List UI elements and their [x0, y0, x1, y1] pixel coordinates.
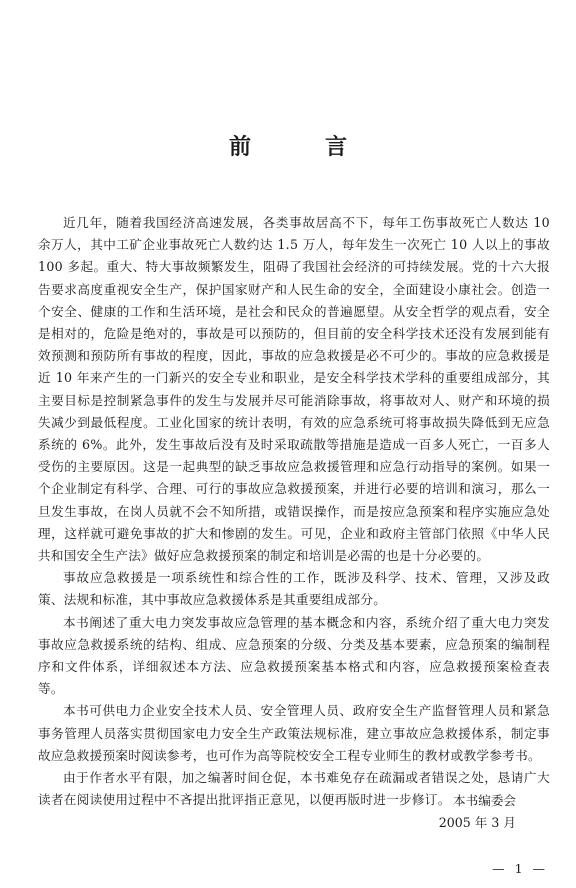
signature-date: 2005 年 3 月	[438, 815, 516, 830]
page-title: 前 言	[228, 135, 373, 160]
signature-author: 本书编委会	[453, 793, 516, 808]
preface-body	[38, 212, 550, 811]
paragraph-4: 本书可供电力企业安全技术人员、安全管理人员、政府安全生产监督管理人员和紧急事务管理人员落实贯彻国家电力安全生产政策法规标准，建立事故应急救援体系，制定事故应急救援预案时阅读参考，也可作为高等院校安全工程专业师生的教材或教学参考书。	[38, 703, 550, 763]
paragraph-3: 本书阐述了重大电力突发事故应急管理的基本概念和内容，系统介绍了重大电力突发事故应急救援系统的结构、组成、应急预案的分级、分类及基本要素，应急预案的编制程序和文件体系，详细叙述本方法、应急救援预案基本格式和内容，应急救援预案检查表等。	[38, 614, 550, 697]
signature-block	[439, 790, 516, 834]
paragraph-1: 近几年，随着我国经济高速发展，各类事故居高不下，每年工伤事故死亡人数达 10 余万人，其中工矿企业事故死亡人数约达 1.5 万人，每年发生一次死亡 10 人以上的事故 100 多起。重大、特大事故频繁发生，阻碍了我国社会经济的可持续发展。党的十六大报告要求高度重视安全生产，保护国家财产和人民生命的安全，全面建设小康社会。创造一个安全、健康的工作和生活环境，是社会和民众的普遍愿望。从安全哲学的观点看，安全是相对的，危险是绝对的，事故是可以预防的，但目前的安全科学技术还没有发展到能有效预测和预防所有事故的程度，因此，事故的应急救援是必不可少的。事故的应急救援是近 10 年来产生的一门新兴的安全专业和职业，是安全科学技术学科的重要组成部分，其主要目标是控制紧急事件的发生与发展并尽可能消除事故，将事故对人、财产和环境的损失减少到最低程度。工业化国家的统计表明，有效的应急系统可将事故损失降低到无应急系统的 6%。此外，发生事故后没有及时采取疏散等措施是造成一百多人死亡，一百多人受伤的主要原因。这是一起典型的缺乏事故应急救援管理和应急行动指导的案例。如果一个企业制定有科学、合理、可行的事故应急救援预案，并进行必要的培训和演习，那么一旦发生事故，在岗人员就不会不知所措，或错误操作，而是按应急预案和程序实施应急处理，这样就可避免事故的扩大和惨剧的发生。可见，企业和政府主管部门依照《中华人民共和国安全生产法》做好应急救援预案的制定和培训是必需的也是十分必要的。	[38, 215, 550, 564]
paragraph-2: 事故应急救援是一项系统性和综合性的工作，既涉及科学、技术、管理，又涉及政策、法规和标准，其中事故应急救援体系是其重要组成部分。	[38, 570, 550, 608]
page-number: — 1 —	[492, 861, 548, 876]
paragraph-5: 由于作者水平有限，加之编著时间仓促，本书难免存在疏漏或者错误之处，恳请广大读者在阅读使用过程中不吝提出批评指正意见，以便再版时进一步修订。	[38, 770, 550, 808]
